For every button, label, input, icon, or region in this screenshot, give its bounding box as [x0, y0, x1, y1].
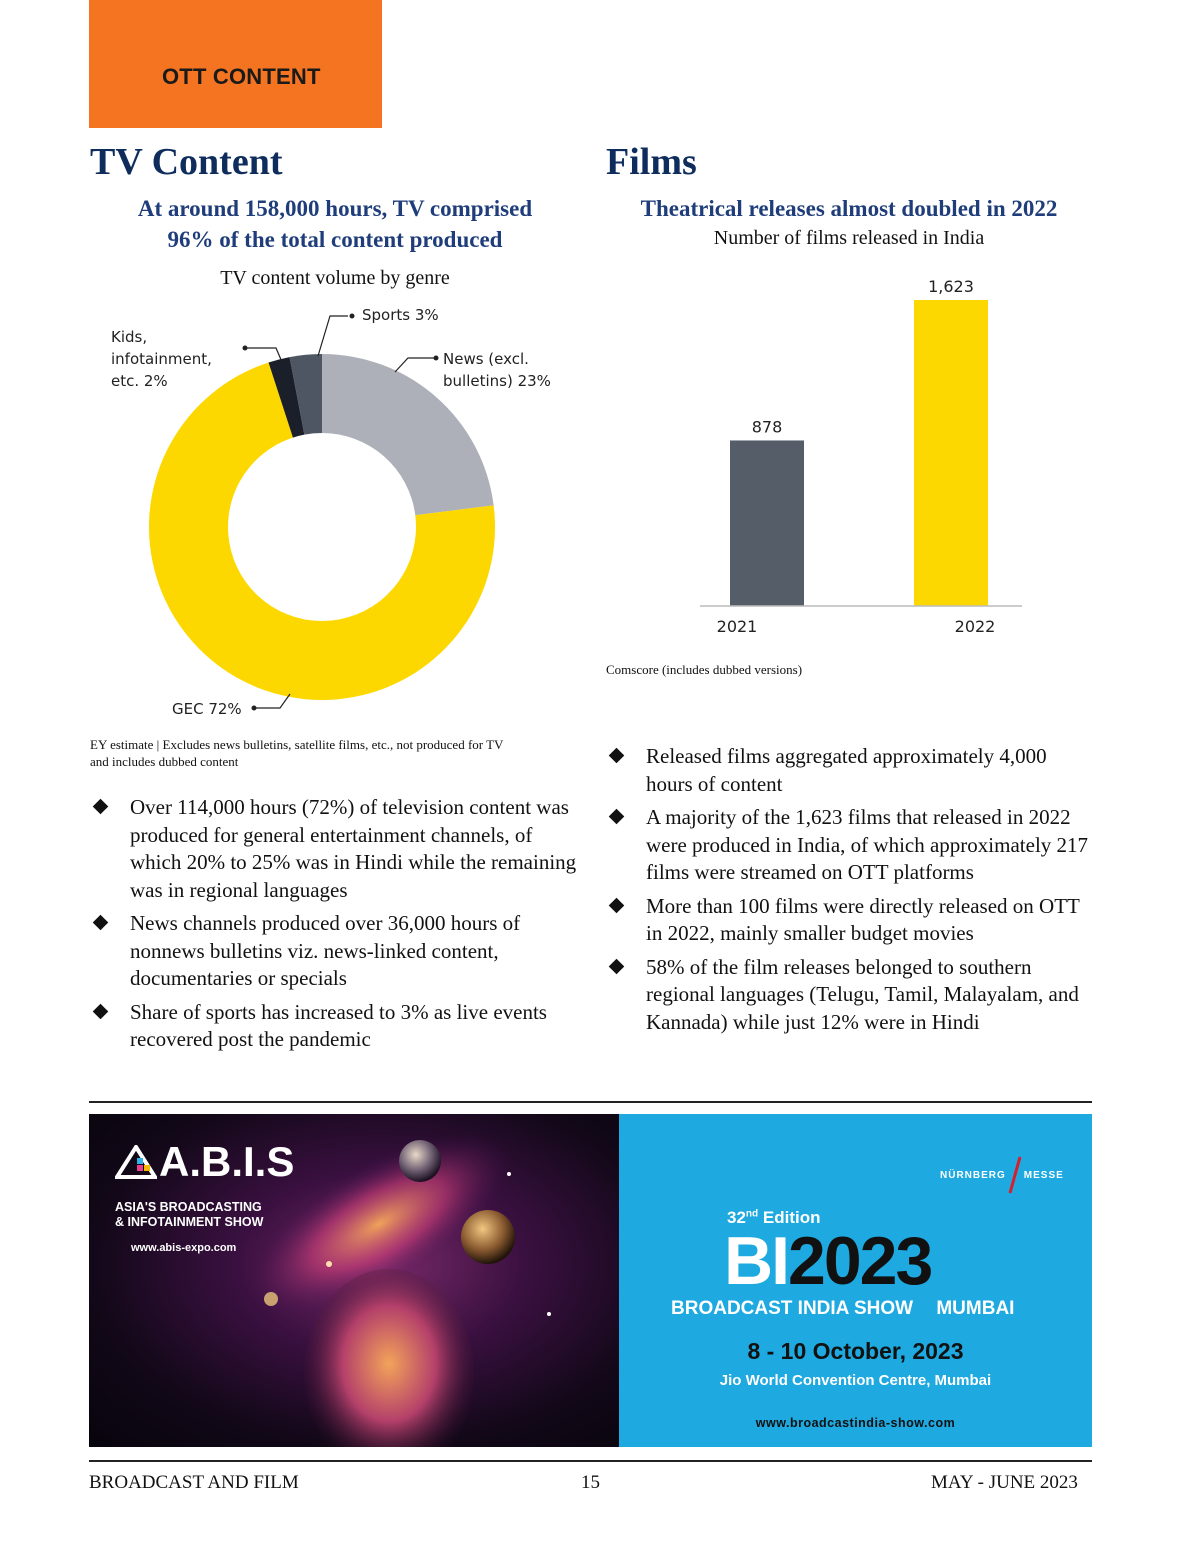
label-kids	[111, 326, 212, 392]
films-source-note: Comscore (includes dubbed versions)	[606, 662, 803, 677]
tv-title: TV Content	[90, 141, 283, 183]
x-tick-label: 2022	[954, 617, 996, 636]
list-item	[90, 910, 580, 993]
list-item	[606, 893, 1092, 948]
kids-leader-line	[245, 348, 282, 362]
films-bar-chart	[690, 270, 1035, 645]
abis-tagline	[115, 1200, 263, 1230]
films-bullet-text: A majority of the 1,623 films that released in 2022 were produced in India, of which approximately 217 films were streamed on OTT platforms	[646, 805, 1089, 884]
bi-text: BI	[724, 1223, 788, 1299]
diamond-bullet-icon	[609, 897, 625, 913]
label-sports: Sports 3%	[362, 306, 439, 324]
messe-text: MESSE	[1023, 1169, 1064, 1181]
diamond-bullet-icon	[93, 915, 109, 931]
gec-leader-line	[256, 694, 290, 708]
list-item	[90, 794, 580, 904]
diamond-bullet-icon	[609, 748, 625, 764]
tv-headline-line1: At around 158,000 hours, TV comprised	[137, 196, 533, 221]
gec-leader-dot	[252, 706, 257, 711]
footer-page-number: 15	[581, 1472, 600, 1493]
abis-logo-text: A.B.I.S	[159, 1138, 295, 1185]
broadcast-india-ad-panel[interactable]	[619, 1114, 1092, 1447]
tv-source-note	[90, 736, 570, 770]
bar-value-label: 878	[751, 417, 783, 437]
diamond-bullet-icon	[93, 1003, 109, 1019]
tv-source-line2: and includes dubbed content	[90, 754, 239, 769]
show-name-line	[671, 1298, 1014, 1320]
footer-issue-date: MAY - JUNE 2023	[931, 1472, 1078, 1493]
abis-logo	[115, 1138, 295, 1185]
show-city: MUMBAI	[936, 1298, 1015, 1319]
list-item	[90, 999, 580, 1054]
ad-top-rule	[89, 1101, 1092, 1103]
label-kids-line1: Kids,	[111, 328, 148, 346]
list-item	[606, 954, 1092, 1037]
planet-shape	[399, 1140, 441, 1182]
bar-2022	[914, 300, 988, 606]
films-bullet-text: 58% of the film releases belonged to southern regional languages (Telugu, Tamil, Malayalam, and Kannada) while just 12% were in Hindi	[646, 954, 1079, 1034]
label-news-line1: News (excl.	[443, 350, 529, 368]
tv-bullet-text: News channels produced over 36,000 hours of nonnews bulletins viz. news-linked content, documentaries or specials	[130, 911, 521, 990]
films-chart-caption: Number of films released in India	[713, 227, 985, 249]
edition-superscript: nd	[745, 1208, 759, 1220]
films-headline: Theatrical releases almost doubled in 2022	[640, 196, 1058, 221]
show-url-link[interactable]: www.broadcastindia-show.com	[755, 1416, 956, 1430]
star-shape	[326, 1261, 332, 1267]
abis-tagline-line1: ASIA'S BROADCASTING	[115, 1200, 262, 1214]
tv-bullet-text: Over 114,000 hours (72%) of television content was produced for general entertainment channels, of which 20% to 25% was in Hindi while the remaining was in regional languages	[130, 795, 577, 902]
bar-2021	[730, 440, 804, 606]
abis-url-link[interactable]: www.abis-expo.com	[131, 1242, 237, 1254]
news-leader-dot	[434, 356, 439, 361]
x-tick-label: 2021	[716, 617, 758, 636]
footer-rule	[89, 1460, 1092, 1462]
star-shape	[547, 1312, 551, 1316]
tv-headline	[90, 193, 580, 255]
tv-headline-line2: 96% of the total content produced	[167, 227, 503, 252]
show-dates: 8 - 10 October, 2023	[747, 1338, 964, 1364]
show-venue: Jio World Convention Centre, Mumbai	[719, 1372, 992, 1389]
messe-slash-icon	[1008, 1155, 1022, 1195]
abis-tagline-line2: & INFOTAINMENT SHOW	[115, 1215, 264, 1229]
list-item	[606, 743, 1092, 798]
diamond-bullet-icon	[609, 958, 625, 974]
year-text: 2023	[788, 1223, 932, 1299]
label-news-line2: bulletins) 23%	[443, 372, 551, 390]
section-tab	[89, 0, 382, 128]
news-leader-line	[395, 358, 434, 372]
label-gec: GEC 72%	[172, 700, 242, 718]
abis-ad-panel[interactable]	[89, 1114, 619, 1447]
nurnberg-messe-logo	[940, 1155, 1064, 1195]
planet-shape	[461, 1210, 515, 1264]
diamond-bullet-icon	[93, 799, 109, 815]
tv-source-line1: EY estimate | Excludes news bulletins, satellite films, etc., not produced for TV	[90, 737, 504, 752]
label-news	[443, 348, 551, 392]
abis-triangle-icon	[115, 1145, 157, 1179]
section-tab-label: OTT CONTENT	[162, 64, 321, 89]
label-kids-line2: infotainment,	[111, 350, 212, 368]
diamond-bullet-icon	[609, 809, 625, 825]
footer-publication: BROADCAST AND FILM	[89, 1472, 299, 1493]
nurnberg-text: NÜRNBERG	[940, 1169, 1006, 1181]
films-title: Films	[606, 141, 697, 183]
label-kids-line3: etc. 2%	[111, 372, 168, 390]
edition-number: 32	[727, 1208, 746, 1227]
films-bullet-text: Released films aggregated approximately 4,000 hours of content	[646, 744, 1047, 796]
star-shape	[507, 1172, 511, 1176]
tv-bullet-text: Share of sports has increased to 3% as live events recovered post the pandemic	[130, 999, 547, 1051]
films-bullet-list	[606, 743, 1092, 1042]
tv-chart-caption: TV content volume by genre	[220, 267, 450, 289]
sports-leader-dot	[350, 314, 355, 319]
planet-shape	[264, 1292, 278, 1306]
edition-word: Edition	[762, 1208, 821, 1227]
tv-bullet-list	[90, 794, 580, 1060]
bi2023-logo	[724, 1223, 932, 1299]
sports-leader-line	[318, 316, 348, 356]
films-bullet-text: More than 100 films were directly released on OTT in 2022, mainly smaller budget movies	[646, 893, 1080, 945]
list-item	[606, 804, 1092, 887]
show-name: BROADCAST INDIA SHOW	[671, 1298, 914, 1319]
kids-leader-dot	[243, 346, 248, 351]
bar-value-label: 1,623	[928, 277, 974, 296]
